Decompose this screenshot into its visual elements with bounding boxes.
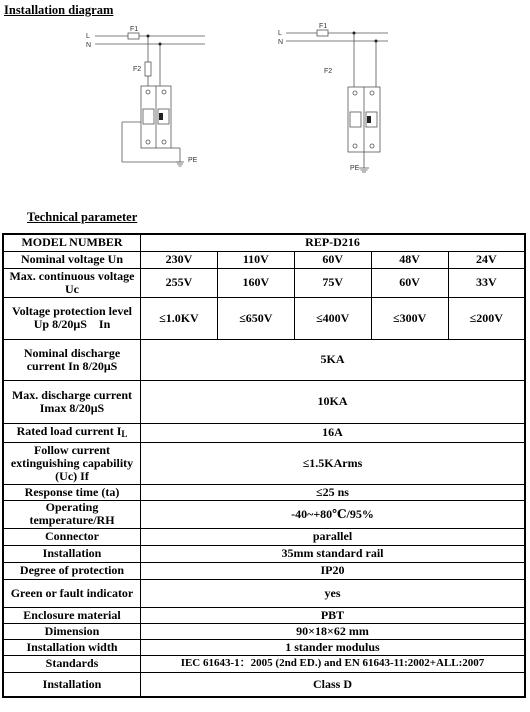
param-value: ≤1.5KArms — [141, 442, 526, 484]
table-row — [3, 562, 525, 579]
table-row — [3, 545, 525, 562]
installation-diagram-heading: Installation diagram — [4, 3, 114, 17]
param-value: IP20 — [141, 562, 526, 579]
table-row — [3, 528, 525, 545]
param-label: Green or fault indicator — [3, 579, 141, 607]
param-value: 1 stander modulus — [141, 639, 526, 655]
param-label: Connector — [3, 528, 141, 545]
param-value: ≤25 ns — [141, 484, 526, 500]
diagram-label-pe: PE — [188, 157, 198, 164]
param-label: Enclosure material — [3, 607, 141, 623]
wiring-diagram-left — [80, 22, 210, 172]
rated-load-current-subscript: L — [121, 428, 128, 439]
technical-parameter-table — [2, 233, 526, 698]
nominal-voltage-cell: 230V — [141, 251, 218, 268]
param-label: Nominal discharge current In 8/20μS — [3, 339, 141, 380]
voltage-protection-cell: ≤300V — [371, 297, 448, 339]
param-label: Operating temperature/RH — [3, 500, 141, 528]
param-label — [3, 423, 141, 442]
param-label: Response time (ta) — [3, 484, 141, 500]
voltage-protection-cell: ≤650V — [217, 297, 294, 339]
model-number-label: MODEL NUMBER — [3, 234, 141, 251]
table-row — [3, 655, 525, 672]
param-label: Follow current extinguishing capability (Uc) If — [3, 442, 141, 484]
param-label: Degree of protection — [3, 562, 141, 579]
diagram-label-l: L — [86, 33, 90, 40]
param-value: 16A — [141, 423, 526, 442]
param-value: IEC 61643-1：2005 (2nd ED.) and EN 61643-11:2002+ALL:2007 — [141, 655, 526, 672]
diagram-label-n: N — [86, 42, 92, 49]
table-row — [3, 639, 525, 655]
param-value: parallel — [141, 528, 526, 545]
table-row — [3, 251, 525, 268]
param-label: Max. discharge current Imax 8/20μS — [3, 380, 141, 423]
voltage-protection-label: Voltage protection level Up 8/20μS In — [3, 297, 141, 339]
voltage-protection-cell: ≤200V — [448, 297, 525, 339]
table-row — [3, 623, 525, 639]
table-row — [3, 484, 525, 500]
model-number-value: REP-D216 — [141, 234, 526, 251]
table-row — [3, 579, 525, 607]
param-label: Installation — [3, 545, 141, 562]
diagram-label-pe: PE — [350, 165, 360, 172]
table-row — [3, 268, 525, 297]
max-continuous-voltage-cell: 75V — [294, 268, 371, 297]
diagram-label-l: L — [278, 30, 282, 37]
nominal-voltage-cell: 48V — [371, 251, 448, 268]
diagram-label-n: N — [278, 39, 284, 46]
table-row — [3, 297, 525, 339]
diagram-label-f2: F2 — [133, 66, 142, 73]
rated-load-current-label: Rated load current I — [16, 423, 122, 438]
table-row — [3, 423, 525, 442]
max-continuous-voltage-label: Max. continuous voltage Uc — [3, 268, 141, 297]
param-value: yes — [141, 579, 526, 607]
max-continuous-voltage-cell: 33V — [448, 268, 525, 297]
param-value: 35mm standard rail — [141, 545, 526, 562]
max-continuous-voltage-cell: 160V — [217, 268, 294, 297]
param-value: -40~+80℃/95% — [141, 500, 526, 528]
wiring-diagram-right — [270, 20, 390, 175]
diagram-label-f2: F2 — [324, 68, 333, 75]
voltage-protection-cell: ≤400V — [294, 297, 371, 339]
table-row — [3, 607, 525, 623]
diagram-label-f1: F1 — [319, 23, 328, 30]
param-label: Standards — [3, 655, 141, 672]
param-value: 5KA — [141, 339, 526, 380]
nominal-voltage-label: Nominal voltage Un — [3, 251, 141, 268]
nominal-voltage-cell: 60V — [294, 251, 371, 268]
param-value: 10KA — [141, 380, 526, 423]
nominal-voltage-cell: 110V — [217, 251, 294, 268]
param-value: PBT — [141, 607, 526, 623]
param-label: Installation — [3, 672, 141, 697]
table-row — [3, 234, 525, 251]
param-value: 90×18×62 mm — [141, 623, 526, 639]
param-value: Class D — [141, 672, 526, 697]
max-continuous-voltage-cell: 60V — [371, 268, 448, 297]
table-row — [3, 339, 525, 380]
voltage-protection-cell: ≤1.0KV — [141, 297, 218, 339]
table-row — [3, 672, 525, 697]
diagram-label-f1: F1 — [130, 26, 139, 33]
table-row — [3, 500, 525, 528]
table-row — [3, 442, 525, 484]
technical-parameter-heading: Technical parameter — [27, 210, 138, 224]
table-row — [3, 380, 525, 423]
param-label: Dimension — [3, 623, 141, 639]
nominal-voltage-cell: 24V — [448, 251, 525, 268]
max-continuous-voltage-cell: 255V — [141, 268, 218, 297]
param-label: Installation width — [3, 639, 141, 655]
